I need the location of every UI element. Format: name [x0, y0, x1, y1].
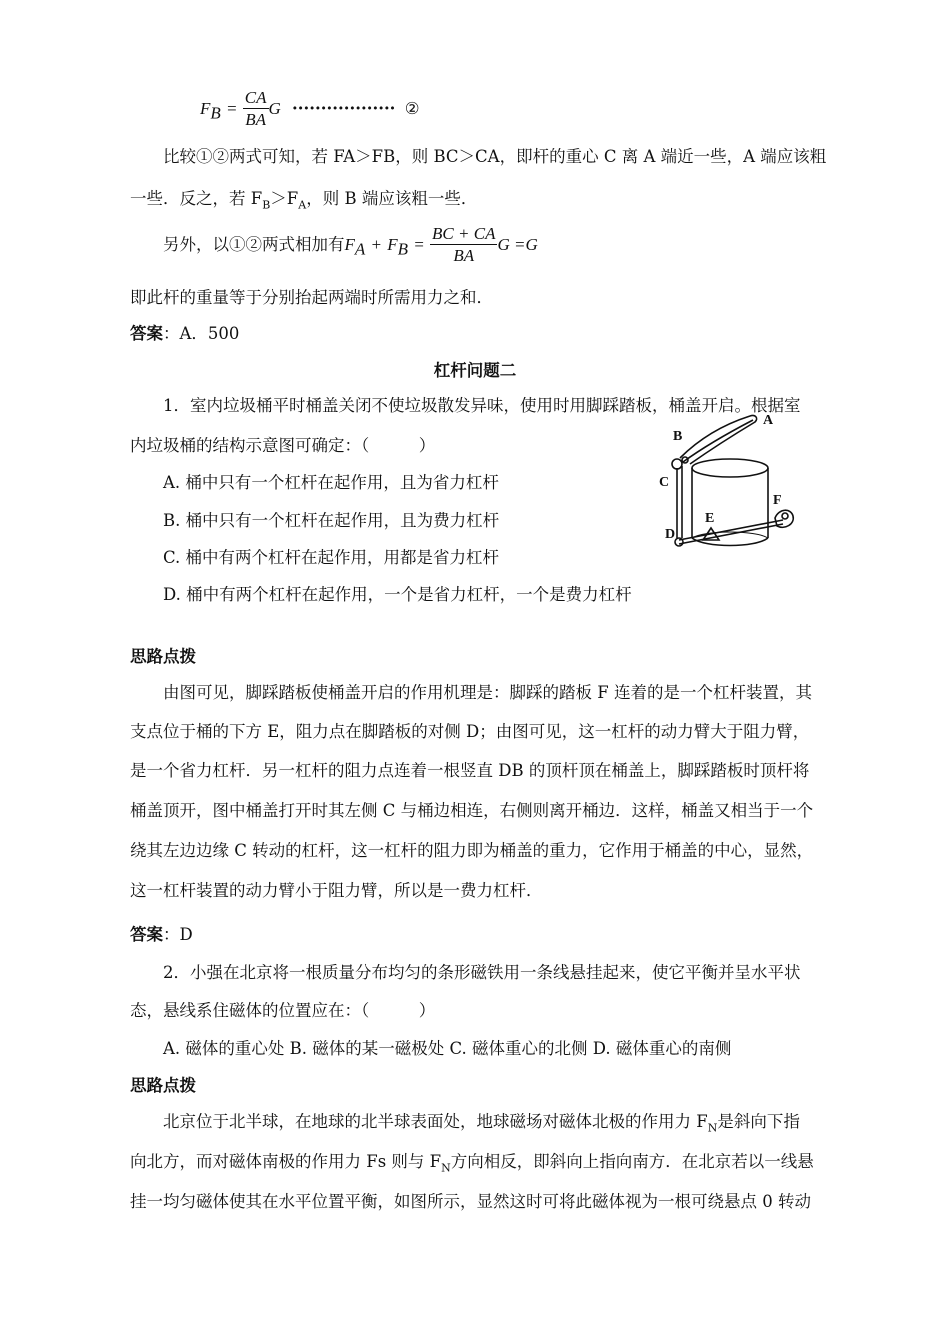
text-run: 方向相反，即斜向上指向南方．在北京若以一线悬 — [450, 1152, 814, 1171]
formula-dots: ·················· — [292, 99, 396, 118]
formula-var: F — [344, 235, 355, 254]
hint-line: 这一杠杆装置的动力臂小于阻力臂，所以是一费力杠杆． — [130, 881, 543, 900]
text-run: 一些．反之，若 F — [130, 189, 263, 208]
pedal-hole — [782, 513, 788, 519]
formula-sum — [163, 224, 538, 267]
question-line: 内垃圾桶的结构示意图可确定：（ ） — [130, 436, 436, 455]
hint-line: 绕其左边边缘 C 转动的杠杆，这一杠杆的阻力即为桶盖的重力，它作用于桶盖的中心，显然， — [130, 841, 814, 860]
formula-sub: B — [397, 239, 409, 259]
formula-fraction — [430, 224, 497, 267]
option-b: B. 桶中只有一个杠杆在起作用，且为费力杠杆 — [163, 511, 500, 530]
formula-var: F — [387, 235, 398, 254]
subscript: N — [441, 1161, 451, 1175]
formula-sub: A — [354, 239, 366, 259]
paragraph-line: 比较①②两式可知，若 FA＞FB，则 BC＞CA，即杆的重心 C 离 A 端近一些，A 端应该粗 — [163, 147, 827, 166]
formula-rhs: G — [268, 99, 281, 118]
fraction-numerator: BC + CA — [432, 224, 496, 243]
question-line: 2．小强在北京将一根质量分布均匀的条形磁铁用一条线悬挂起来，使它平衡并呈水平状 — [163, 963, 801, 982]
hint-line — [130, 1148, 814, 1174]
formula-var: F — [200, 99, 211, 118]
question-options: A. 磁体的重心处 B. 磁体的某一磁极处 C. 磁体重心的北侧 D. 磁体重心的南侧 — [163, 1039, 732, 1058]
answer-line — [130, 320, 239, 344]
text-run: 北京位于北半球，在地球的北半球表面处，地球磁场对磁体北极的作用力 F — [163, 1112, 708, 1131]
question-line: 1．室内垃圾桶平时桶盖关闭不使垃圾散发异味，使用时用脚踩踏板，桶盖开启。根据室 — [163, 396, 801, 415]
fraction-denominator: BA — [245, 110, 267, 129]
lid-inner-line — [683, 420, 753, 462]
text-run: ＞F — [270, 189, 299, 208]
subscript: B — [262, 198, 271, 212]
answer-value: ：A．500 — [163, 324, 240, 343]
formula-fraction — [243, 88, 269, 131]
paragraph-line: 即此杆的重量等于分别抬起两端时所需用力之和． — [130, 288, 493, 307]
option-a: A. 桶中只有一个杠杆在起作用，且为省力杠杆 — [163, 473, 499, 492]
subscript: N — [707, 1121, 718, 1135]
can-top-rim — [692, 459, 768, 477]
text-run: 是斜向下指 — [717, 1112, 800, 1131]
answer-line — [130, 921, 193, 945]
answer-label: 答案 — [130, 925, 163, 944]
option-d: D. 桶中有两个杠杆在起作用，一个是省力杠杆，一个是费力杠杆 — [163, 585, 632, 604]
answer-label: 答案 — [130, 324, 163, 343]
trash-can-diagram — [655, 410, 825, 560]
hint-line: 桶盖顶开，图中桶盖打开时其左侧 C 与桶边相连，右侧则离开桶边．这样，桶盖又相当于一个 — [130, 801, 814, 820]
label-b: B — [673, 429, 683, 444]
formula-sub: B — [210, 103, 221, 123]
hint-line: 是一个省力杠杆．另一杠杆的阻力点连着一根竖直 DB 的顶杆顶在桶盖上，脚踩踏板时顶杆将 — [130, 761, 810, 780]
hint-line: 挂一均匀磁体使其在水平位置平衡，如图所示，显然这时可将此磁体视为一根可绕悬点 0 转动 — [130, 1192, 811, 1211]
paragraph-line — [130, 185, 477, 211]
option-c: C. 桶中有两个杠杆在起作用，用都是省力杠杆 — [163, 548, 500, 567]
formula-tag: ② — [404, 99, 420, 118]
text-run: 向北方，而对磁体南极的作用力 Fs 则与 F — [130, 1152, 442, 1171]
hint-heading: 思路点拨 — [130, 1076, 196, 1095]
formula-rhs: G =G — [497, 235, 538, 254]
section-title: 杠杆问题二 — [433, 361, 517, 380]
answer-value: ：D — [163, 925, 193, 944]
subscript: A — [298, 198, 307, 212]
hint-heading: 思路点拨 — [130, 647, 196, 666]
fraction-numerator: CA — [244, 88, 267, 107]
label-d: D — [665, 527, 676, 542]
formula-prefix: 另外，以①②两式相加有 — [163, 235, 345, 254]
formula-fb — [200, 88, 419, 131]
hint-line: 支点位于桶的下方 E，阻力点在脚踏板的对侧 D；由图可见，这一杠杆的动力臂大于阻力臂， — [130, 722, 810, 741]
text-run: ，则 B 端应该粗一些． — [306, 189, 478, 208]
hint-line: 由图可见，脚踩踏板使桶盖开启的作用机理是：脚踩的踏板 F 连着的是一个杠杆装置，其 — [163, 683, 812, 702]
formula-equals: = — [413, 235, 425, 254]
label-a: A — [763, 413, 774, 428]
question-line: 态，悬线系住磁体的位置应在：（ ） — [130, 1001, 436, 1020]
label-c: C — [659, 475, 670, 490]
hinge-c — [672, 459, 682, 469]
formula-plus: + — [370, 235, 383, 254]
fraction-denominator: BA — [453, 246, 475, 265]
label-f: F — [773, 493, 782, 508]
hint-line — [163, 1108, 800, 1134]
label-e: E — [705, 511, 715, 526]
formula-equals: = — [226, 99, 238, 118]
